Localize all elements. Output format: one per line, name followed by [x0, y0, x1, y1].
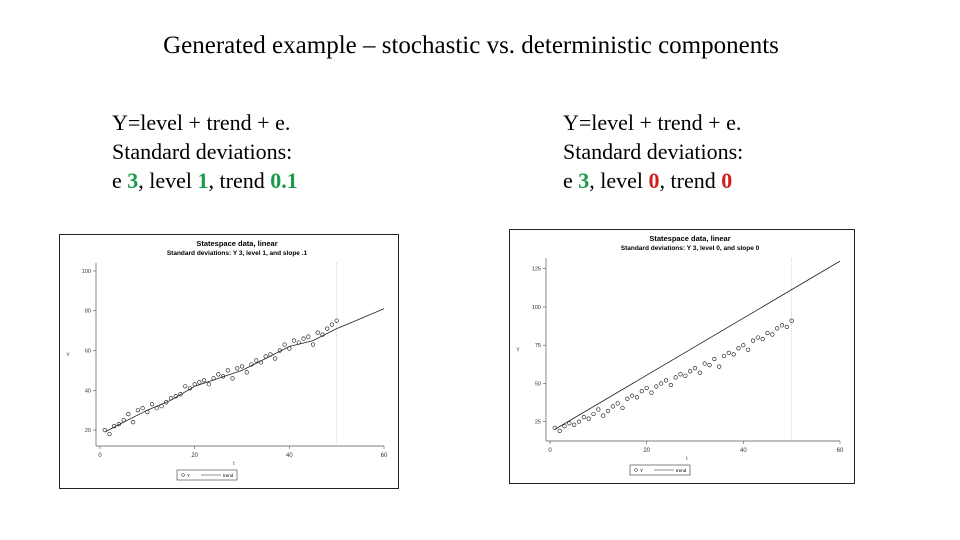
- e-label: e: [112, 168, 128, 193]
- data-point: [626, 397, 630, 401]
- x-tick-label: 60: [836, 448, 844, 454]
- data-point: [756, 336, 760, 340]
- x-axis-label: t: [686, 456, 688, 462]
- data-point: [751, 339, 755, 343]
- std-dev-values-right: [563, 166, 743, 195]
- data-point: [245, 371, 249, 375]
- legend-label: trend: [676, 468, 687, 473]
- y-tick-label: 40: [84, 388, 91, 395]
- x-tick-label: 40: [285, 453, 293, 459]
- e-value: 3: [578, 168, 590, 193]
- data-point: [727, 351, 731, 355]
- chart-title: Statespace data, linear: [649, 234, 731, 243]
- data-point: [698, 371, 702, 375]
- data-point: [226, 369, 230, 373]
- data-point: [330, 323, 334, 327]
- y-tick-label: 125: [531, 266, 541, 273]
- model-equation-right: Y=level + trend + e.: [563, 110, 742, 135]
- data-point: [141, 406, 145, 410]
- data-point: [183, 385, 187, 389]
- data-point: [592, 412, 596, 416]
- data-point: [131, 420, 135, 424]
- level-label: , level: [138, 168, 198, 193]
- data-point: [311, 343, 315, 347]
- y-tick-label: 100: [81, 268, 91, 275]
- data-point: [630, 394, 634, 398]
- data-point: [572, 423, 576, 427]
- data-point: [127, 412, 131, 416]
- y-axis-label: Y: [516, 347, 520, 354]
- data-point: [316, 331, 320, 335]
- std-dev-heading-right: Standard deviations:: [563, 139, 744, 164]
- data-point: [674, 376, 678, 380]
- data-point: [664, 379, 668, 383]
- data-point: [732, 353, 736, 357]
- x-tick-label: 0: [98, 453, 102, 459]
- x-tick-label: 60: [380, 453, 388, 459]
- y-tick-label: 100: [531, 304, 541, 311]
- x-tick-label: 20: [191, 453, 199, 459]
- chart-title: Statespace data, linear: [196, 239, 278, 248]
- e-label: e: [563, 168, 579, 193]
- data-point: [679, 372, 683, 376]
- data-point: [108, 432, 112, 436]
- left-description: [112, 108, 298, 195]
- level-label: , level: [589, 168, 649, 193]
- data-point: [563, 424, 567, 428]
- e-value: 3: [127, 168, 139, 193]
- x-tick-label: 0: [548, 448, 552, 454]
- data-point: [202, 379, 206, 383]
- data-point: [684, 374, 688, 378]
- data-point: [640, 389, 644, 393]
- data-point: [717, 365, 721, 369]
- y-axis-label: Y: [66, 352, 70, 359]
- data-point: [558, 429, 562, 433]
- right-description: [563, 108, 743, 195]
- legend-label: Y: [187, 473, 191, 478]
- chart-left: [59, 234, 399, 489]
- data-point: [597, 408, 601, 412]
- data-point: [217, 373, 221, 377]
- chart-subtitle: Standard deviations: Y 3, level 1, and slope .1: [166, 250, 308, 257]
- std-dev-values-left: [112, 166, 298, 195]
- data-point: [771, 333, 775, 337]
- slide-title: Generated example – stochastic vs. deterministic components: [163, 32, 779, 59]
- data-point: [780, 324, 784, 328]
- data-point: [150, 402, 154, 406]
- std-dev-heading-left: Standard deviations:: [112, 139, 293, 164]
- data-point: [325, 327, 329, 331]
- data-point: [306, 335, 310, 339]
- data-point: [621, 406, 625, 410]
- chart-right: [509, 229, 855, 484]
- y-tick-label: 60: [84, 348, 91, 355]
- data-point: [273, 357, 277, 361]
- data-point: [785, 325, 789, 329]
- data-point: [283, 343, 287, 347]
- y-tick-label: 20: [84, 428, 91, 435]
- trend-line: [555, 261, 840, 429]
- chart-left-svg: [60, 235, 398, 488]
- trend-value: 0.1: [270, 168, 298, 193]
- data-point: [688, 369, 692, 373]
- level-value: 1: [197, 168, 209, 193]
- data-point: [207, 383, 211, 387]
- data-point: [587, 417, 591, 421]
- data-point: [136, 408, 140, 412]
- data-point: [708, 363, 712, 367]
- trend-value: 0: [721, 168, 733, 193]
- chart-legend: [177, 470, 237, 480]
- x-axis-label: t: [233, 461, 235, 467]
- chart-right-svg: [510, 230, 854, 483]
- chart-subtitle: Standard deviations: Y 3, level 0, and slope 0: [620, 245, 760, 252]
- y-tick-label: 80: [84, 308, 91, 315]
- data-point: [302, 337, 306, 341]
- data-point: [254, 359, 258, 363]
- data-point: [766, 331, 770, 335]
- legend-label: Y: [640, 468, 644, 473]
- data-point: [616, 402, 620, 406]
- y-tick-label: 50: [534, 381, 541, 388]
- trend-label: , trend: [208, 168, 271, 193]
- y-tick-label: 75: [534, 343, 541, 350]
- data-point: [292, 339, 296, 343]
- chart-legend: [630, 465, 690, 475]
- data-point: [606, 409, 610, 413]
- legend-label: trend: [223, 473, 234, 478]
- data-point: [235, 367, 239, 371]
- data-point: [198, 381, 202, 385]
- level-value: 0: [648, 168, 660, 193]
- data-point: [601, 414, 605, 418]
- data-point: [650, 391, 654, 395]
- data-point: [703, 362, 707, 366]
- y-tick-label: 25: [534, 419, 541, 426]
- data-point: [737, 346, 741, 350]
- data-point: [713, 357, 717, 361]
- data-point: [693, 366, 697, 370]
- data-point: [722, 354, 726, 358]
- data-point: [761, 337, 765, 341]
- data-point: [240, 365, 244, 369]
- data-point: [659, 382, 663, 386]
- data-point: [645, 386, 649, 390]
- data-point: [611, 405, 615, 409]
- trend-label: , trend: [659, 168, 722, 193]
- data-point: [231, 377, 235, 381]
- data-point: [655, 385, 659, 389]
- data-point: [669, 383, 673, 387]
- data-point: [635, 395, 639, 399]
- x-tick-label: 40: [739, 448, 747, 454]
- x-tick-label: 20: [643, 448, 651, 454]
- data-point: [742, 343, 746, 347]
- data-point: [746, 348, 750, 352]
- data-point: [582, 415, 586, 419]
- data-point: [577, 420, 581, 424]
- data-point: [775, 327, 779, 331]
- model-equation-left: Y=level + trend + e.: [112, 110, 291, 135]
